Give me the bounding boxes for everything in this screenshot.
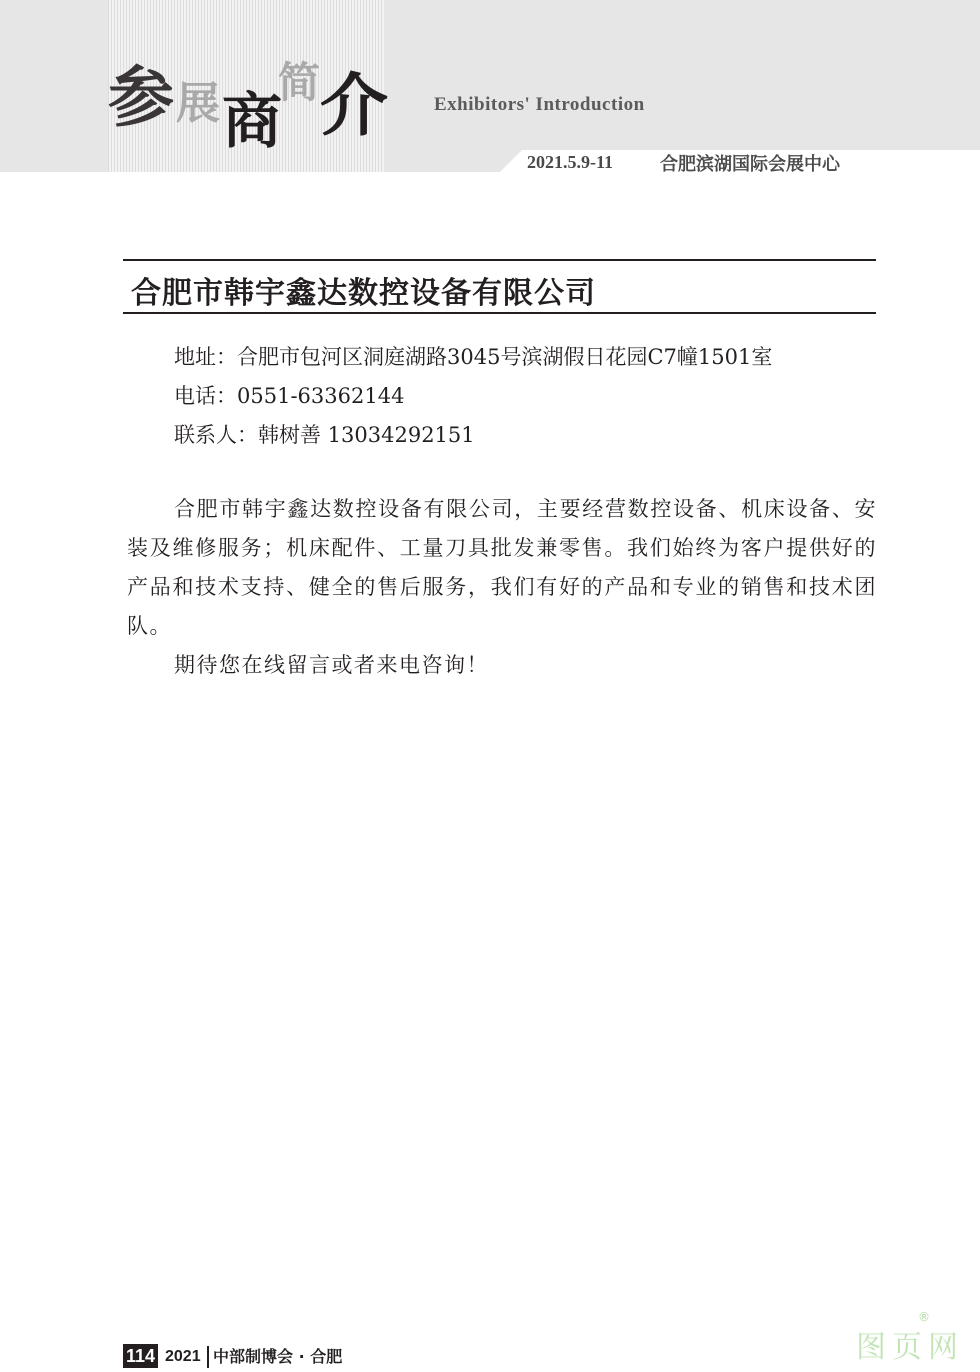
footer-publication: 中部制博会 · 合肥 <box>213 1347 343 1366</box>
event-date: 2021.5.9-11 <box>527 152 614 172</box>
logo-char-can: 参 <box>108 58 174 136</box>
logo-char-zhan: 展 <box>176 78 220 129</box>
company-address: 地址：合肥市包河区洞庭湖路3045号滨湖假日花园C7幢1501室 <box>174 345 773 369</box>
logo-char-jian: 简 <box>278 58 321 107</box>
closing-paragraph: 期待您在线留言或者来电咨询！ <box>174 653 489 677</box>
contact-block <box>174 338 772 455</box>
description-paragraph: 合肥市韩宇鑫达数控设备有限公司，主要经营数控设备、机床设备、安装及维修服务；机床配件、工量刀具批发兼零售。我们始终为客户提供好的产品和技术支持、健全的售后服务，我们有好的产品和专业的销售和技术团队。 <box>127 497 877 638</box>
company-description <box>127 490 877 685</box>
watermark-logo: 图页网 <box>856 1330 964 1365</box>
company-name: 合肥市韩宇鑫达数控设备有限公司 <box>131 276 596 311</box>
title-rule-bottom <box>123 312 876 314</box>
section-logo <box>0 0 420 172</box>
footer-divider <box>207 1346 209 1368</box>
title-rule-top <box>123 259 876 261</box>
page-number: 114 <box>123 1344 158 1368</box>
company-phone: 电话：0551-63362144 <box>174 384 405 408</box>
event-venue: 合肥滨湖国际会展中心 <box>660 154 840 175</box>
company-contact: 联系人：韩树善 13034292151 <box>174 423 475 447</box>
footer-year: 2021 <box>165 1348 201 1365</box>
logo-char-jie: 介 <box>320 66 389 146</box>
english-section-title: Exhibitors' Introduction <box>434 94 645 115</box>
logo-char-shang: 商 <box>222 87 282 157</box>
registered-mark-icon: ® <box>918 1310 930 1324</box>
